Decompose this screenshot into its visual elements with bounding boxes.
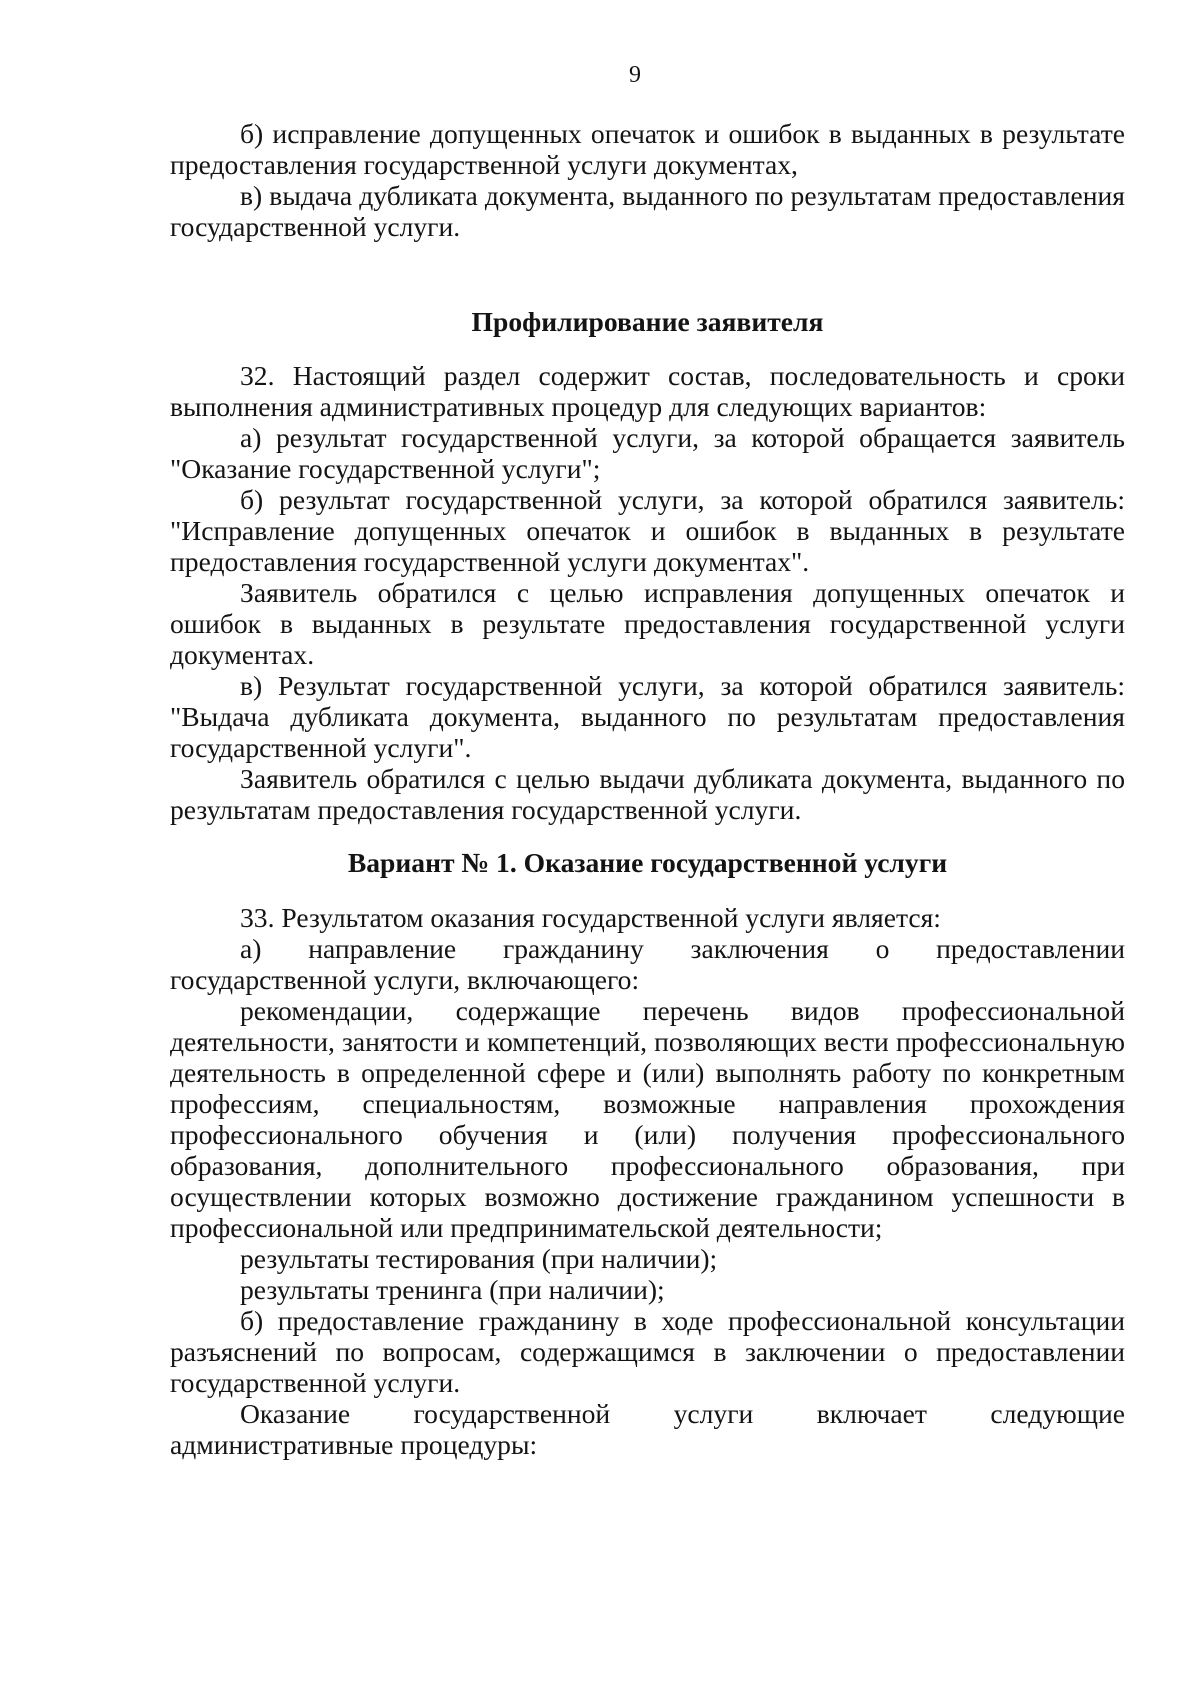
paragraph-33-intro: 33. Результатом оказания государственной услуги является: bbox=[240, 902, 941, 933]
paragraph-33-recommendations: рекомендации, содержащие перечень видов профессиональной деятельности, занятости и компетенций, позволяющих вести профессиональную деятельность в определенной сфере и (или) выполнять работу по конкретным профессиям, специальностям, возможные направления прохождения профессионального обучения и (или) получения профессионального образования, дополнительного профессионального образования, при осуществлении которых возможно достижение гражданином успешности в профессиональной или предпринимательской деятельности; bbox=[170, 995, 1125, 1243]
paragraph-procedures: Оказание государственной услуги включает следующие административные процедуры: bbox=[170, 1398, 1125, 1460]
paragraph-32-v-note: Заявитель обратился с целью выдачи дубликата документа, выданного по результатам предоставления государственной услуги. bbox=[170, 763, 1125, 825]
paragraph-32-b-note: Заявитель обратился с целью исправления допущенных опечаток и ошибок в выданных в результате предоставления государственной услуги документах. bbox=[170, 577, 1125, 670]
document-body bbox=[170, 118, 1125, 1460]
paragraph-33-training: результаты тренинга (при наличии); bbox=[240, 1274, 665, 1305]
page-number: 9 bbox=[629, 62, 641, 88]
section-heading-variant-1: Вариант № 1. Оказание государственной услуги bbox=[347, 847, 948, 878]
section-heading-profile: Профилирование заявителя bbox=[471, 306, 824, 337]
paragraph-33-b: б) предоставление гражданину в ходе профессиональной консультации разъяснений по вопросам, содержащимся в заключении о предоставлении государственной услуги. bbox=[170, 1305, 1125, 1398]
paragraph-33-testing: результаты тестирования (при наличии); bbox=[240, 1243, 718, 1274]
paragraph-32-a: а) результат государственной услуги, за которой обращается заявитель "Оказание государственной услуги"; bbox=[170, 422, 1125, 484]
paragraph-32-v: в) Результат государственной услуги, за которой обратился заявитель: "Выдача дубликата документа, выданного по результатам предоставления государственной услуги". bbox=[170, 670, 1125, 763]
paragraph-32-b: б) результат государственной услуги, за которой обратился заявитель: "Исправление допущенных опечаток и ошибок в выданных в результате предоставления государственной услуги документах". bbox=[170, 484, 1125, 577]
paragraph-top-1: б) исправление допущенных опечаток и ошибок в выданных в результате предоставления государственной услуги документах, bbox=[170, 118, 1125, 180]
paragraph-33-a: а) направление гражданину заключения о предоставлении государственной услуги, включающего: bbox=[170, 933, 1125, 995]
paragraph-32-intro: 32. Настоящий раздел содержит состав, последовательность и сроки выполнения административных процедур для следующих вариантов: bbox=[170, 360, 1125, 422]
paragraph-top-2: в) выдача дубликата документа, выданного по результатам предоставления государственной услуги. bbox=[170, 180, 1125, 242]
